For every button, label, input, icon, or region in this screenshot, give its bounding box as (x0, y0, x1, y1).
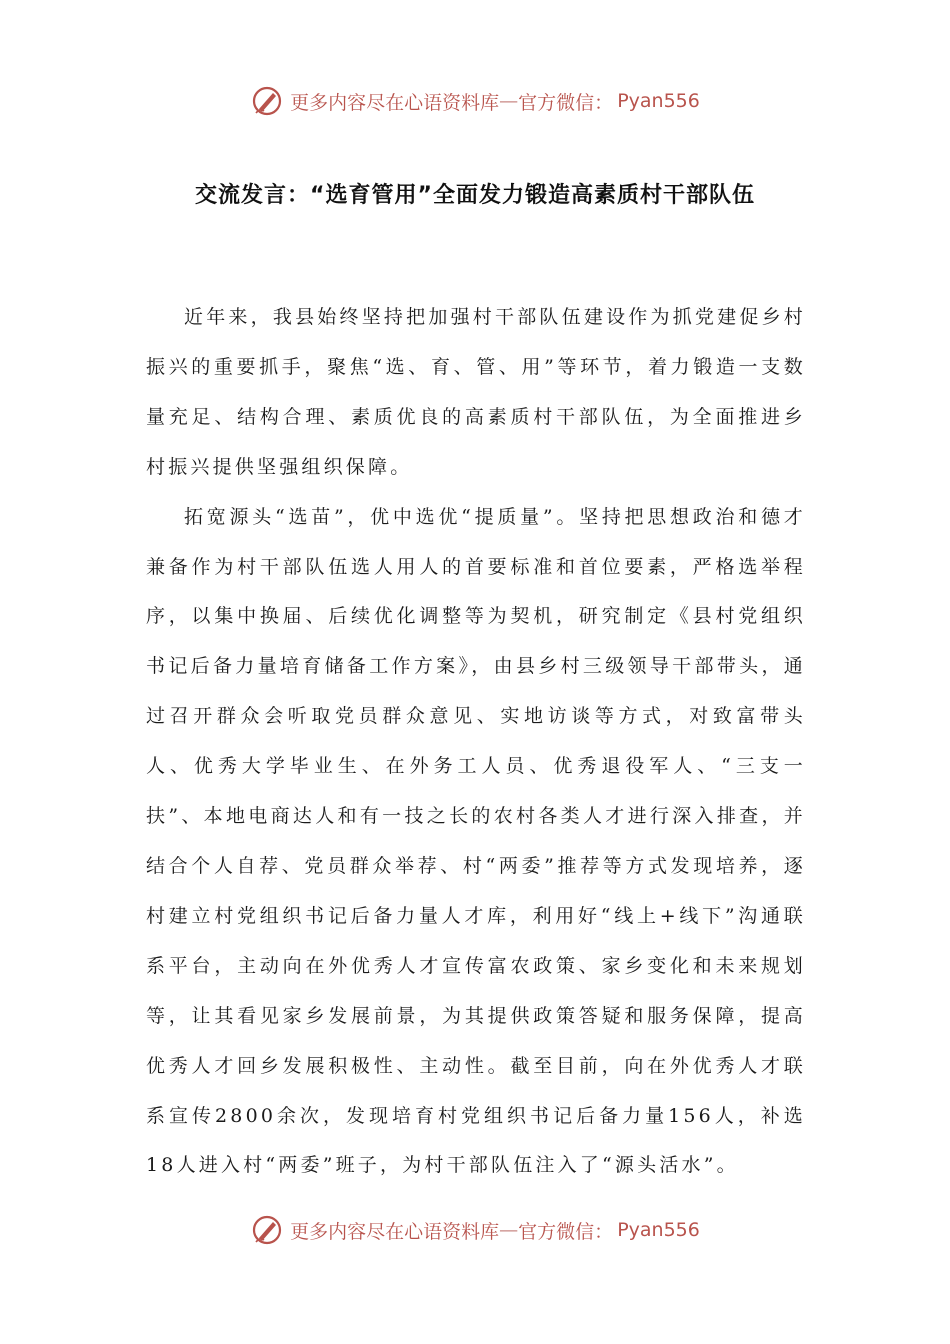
watermark-label: 官方微信： (518, 1220, 614, 1243)
document-title: 交流发言：“选育管用”全面发力锻造高素质村干部队伍 (195, 183, 755, 208)
watermark-text: 更多内容尽在心语资料库 (290, 1220, 500, 1243)
pen-circle-icon (250, 84, 284, 118)
watermark-separator: — (499, 1219, 519, 1241)
watermark-text: 更多内容尽在心语资料库 (290, 91, 500, 114)
footer-watermark (0, 1213, 950, 1247)
paragraph: 拓宽源头“选苗”，优中选优“提质量”。坚持把思想政治和德才兼备作为村干部队伍选人用人的首要标准和首位要素，严格选举程序，以集中换届、后续优化调整等为契机，研究制定《县村党组织书记后备力量培育储备工作方案》，由县乡村三级领导干部带头，通过召开群众会听取党员群众意见、实地访谈等方式，对致富带头人、优秀大学毕业生、在外务工人员、优秀退役军人、“三支一扶”、本地电商达人和有一技之长的农村各类人才进行深入排查，并结合个人自荐、党员群众举荐、村“两委”推荐等方式发现培养，逐村建立村党组织书记后备力量人才库，利用好“线上+线下”沟通联系平台，主动向在外优秀人才宣传富农政策、家乡变化和未来规划等，让其看见家乡发展前景，为其提供政策答疑和服务保障，提高优秀人才回乡发展积极性、主动性。截至目前，向在外优秀人才联系宣传2800余次，发现培育村党组织书记后备力量156人，补选18人进入村“两委”班子，为村干部队伍注入了“源头活水”。 (146, 505, 806, 1177)
paragraph: 近年来，我县始终坚持把加强村干部队伍建设作为抓党建促乡村振兴的重要抓手，聚焦“选、育、管、用”等环节，着力锻造一支数量充足、结构合理、素质优良的高素质村干部队伍，为全面推进乡村振兴提供坚强组织保障。 (146, 306, 806, 478)
watermark-separator: — (499, 90, 519, 112)
pen-circle-icon (250, 1213, 284, 1247)
watermark-account: Pyan556 (617, 1219, 700, 1241)
watermark-label: 官方微信： (518, 91, 614, 114)
header-watermark (0, 84, 950, 118)
watermark-account: Pyan556 (617, 90, 700, 112)
document-body (146, 293, 806, 1191)
